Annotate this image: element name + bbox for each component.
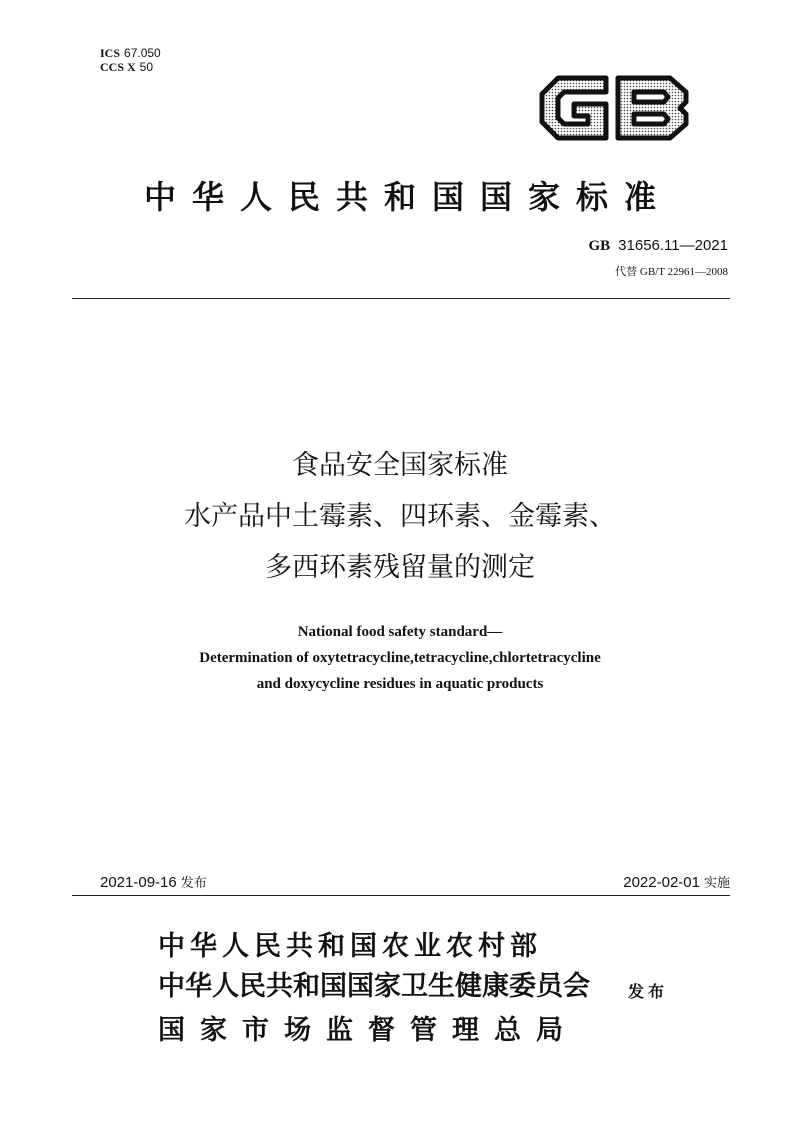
issue-date-value: 2021-09-16: [100, 874, 177, 891]
issuer-line3: 国家市场监督管理总局: [158, 1015, 578, 1046]
ccs-value: 50: [139, 60, 154, 74]
standard-number-value: 31656.11—2021: [618, 237, 728, 254]
top-divider: [72, 298, 730, 299]
ccs-key: CCS X: [100, 60, 136, 74]
issue-date: [100, 872, 207, 891]
title-en-line3: and doxycycline residues in aquatic products: [256, 676, 544, 692]
gb-logo: [536, 70, 694, 146]
title-en-line1: National food safety standard—: [297, 624, 503, 640]
implement-label: 实施: [703, 876, 730, 891]
ics-key: ICS: [100, 46, 121, 60]
ics-value: 67.050: [124, 46, 161, 60]
title-cn-line1: 食品安全国家标准: [292, 450, 508, 481]
title-cn-line3: 多西环素残留量的测定: [265, 552, 535, 583]
bottom-divider: [72, 895, 730, 896]
ics-code: [100, 46, 161, 60]
issue-label: 发布: [180, 876, 207, 891]
national-standard-title: 中华人民共和国国家标准: [143, 178, 672, 216]
title-en-line2: Determination of oxytetracycline,tetracycline,chlortetracycline: [199, 650, 601, 666]
issuer-line2: 中华人民共和国国家卫生健康委员会: [158, 971, 590, 1002]
implement-date: [623, 872, 730, 891]
standard-prefix: GB: [588, 238, 611, 254]
title-cn-line2: 水产品中土霉素、四环素、金霉素、: [184, 501, 616, 532]
standard-number: [588, 236, 728, 255]
issue-word: 发布: [628, 982, 669, 1001]
replaces-standard: 代替 GB/T 22961—2008: [615, 266, 728, 278]
issuer-line1: 中华人民共和国农业农村部: [158, 931, 542, 962]
implement-date-value: 2022-02-01: [623, 874, 700, 891]
ccs-code: [100, 60, 161, 74]
classification-codes: [100, 46, 161, 74]
